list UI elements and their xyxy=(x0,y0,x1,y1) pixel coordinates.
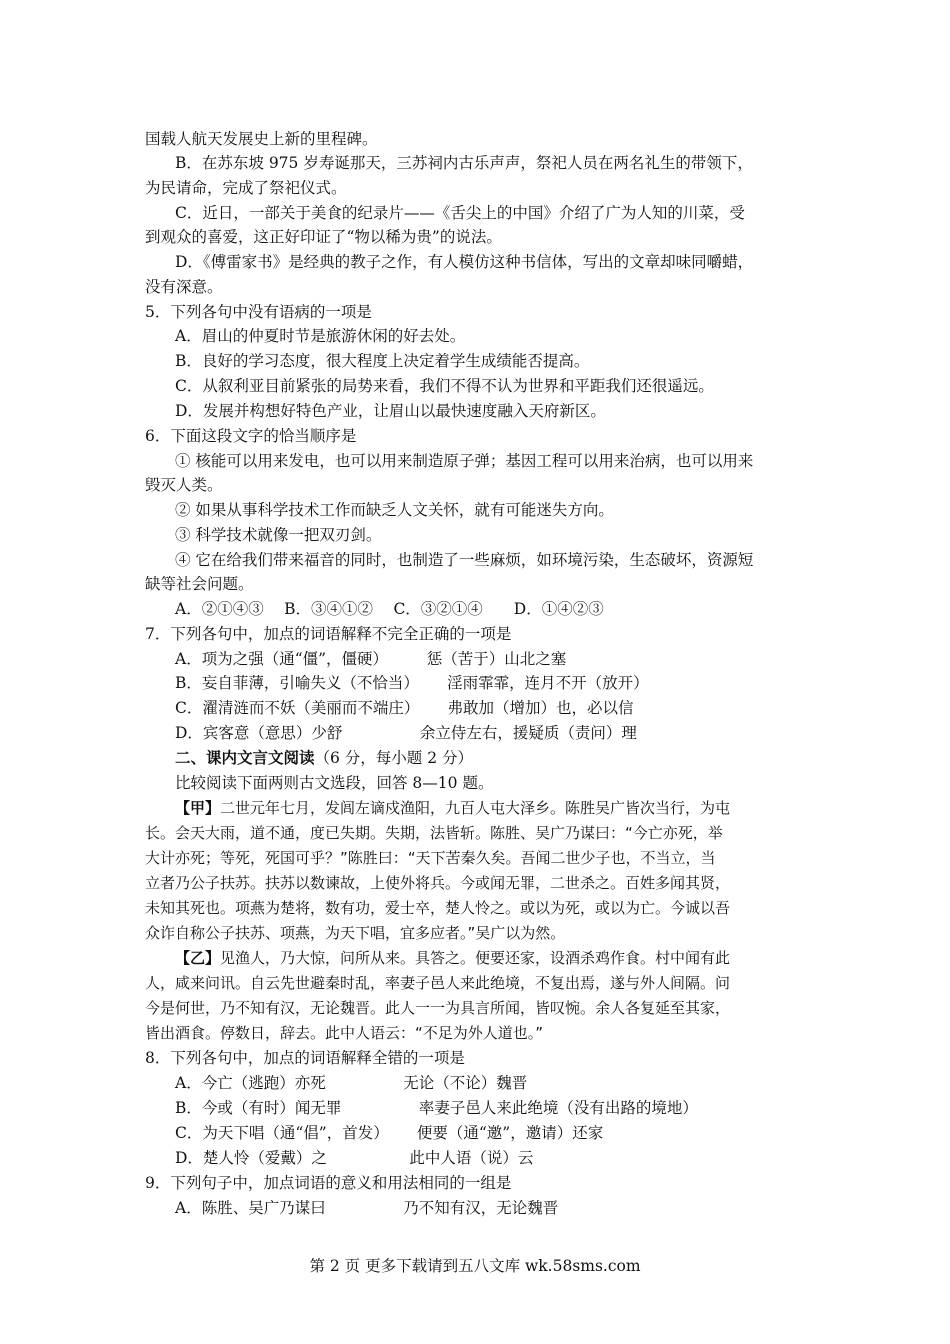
text-line: 长。会天大雨，道不通，度已失期。失期，法皆斩。陈胜、吴广乃谋曰：“今亡亦死，举 xyxy=(145,824,723,842)
text-line: 毁灭人类。 xyxy=(145,476,223,494)
text-line: A．项为之强（通“僵”，僵硬） 惩（苦于）山北之塞 xyxy=(175,650,567,668)
text-line: C．濯清涟而不妖（美丽而不端庄） 弗敢加（增加）也，必以信 xyxy=(175,699,634,717)
text-line: B．今或（有时）闻无罪 率妻子邑人来此绝境（没有出路的境地） xyxy=(175,1099,698,1117)
text-line: 7．下列各句中，加点的词语解释不完全正确的一项是 xyxy=(145,625,512,643)
text-line xyxy=(175,747,473,769)
text-line: D．宾客意（意思）少舒 余立侍左右，援疑质（责问）理 xyxy=(175,724,637,742)
text-line: ④ 它在给我们带来福音的同时，也制造了一些麻烦，如环境污染，生态破坏，资源短 xyxy=(175,551,754,569)
text-line: 众诈自称公子扶苏、项燕，为天下唱，宜多应者。”吴广以为然。 xyxy=(145,924,566,942)
section-heading-note: （6 分，每小题 2 分） xyxy=(314,749,474,767)
text-line: D．发展并构想好特色产业，让眉山以最快速度融入天府新区。 xyxy=(175,402,606,420)
text-line: 国载人航天发展史上新的里程碑。 xyxy=(145,130,378,148)
text-line: ② 如果从事科学技术工作而缺乏人文关怀，就有可能迷失方向。 xyxy=(175,501,614,519)
text-line: A．②①④③ B．③④①② C．③②①④ D．①④②③ xyxy=(175,600,604,618)
text-line: 到观众的喜爱，这正好印证了“物以稀为贵”的说法。 xyxy=(145,228,502,246)
text-line: B．在苏东坡 975 岁寿诞那天，三苏祠内古乐声声，祭祀人员在两名礼生的带领下， xyxy=(175,154,753,172)
text-line: 皆出酒食。停数日，辞去。此中人语云：“不足为外人道也。” xyxy=(145,1024,544,1042)
section-heading: 二、课内文言文阅读 xyxy=(175,748,315,767)
text-line: A．陈胜、吴广乃谋曰 乃不知有汉，无论魏晋 xyxy=(175,1199,559,1217)
text-line: 比较阅读下面两则古文选段，回答 8—10 题。 xyxy=(175,774,494,792)
text-line: A．眉山的仲夏时节是旅游休闲的好去处。 xyxy=(175,327,466,345)
text-line: 8．下列各句中，加点的词语解释全错的一项是 xyxy=(145,1049,465,1067)
text-line xyxy=(175,797,730,819)
text-line: ③ 科学技术就像一把双刃剑。 xyxy=(175,526,382,544)
text-line: D．《傅雷家书》是经典的教子之作，有人模仿这种书信体，写出的文章却味同嚼蜡， xyxy=(175,253,754,271)
text-line: D．楚人怜（爱戴）之 此中人语（说）云 xyxy=(175,1149,534,1167)
passage-text: 二世元年七月，发闾左谪戍渔阳，九百人屯大泽乡。陈胜吴广皆次当行，为屯 xyxy=(220,799,731,817)
passage-label: 【甲】 xyxy=(175,799,221,817)
text-line: 人，咸来问讯。自云先世避秦时乱，率妻子邑人来此绝境，不复出焉，遂与外人间隔。问 xyxy=(145,974,731,992)
text-line: ① 核能可以用来发电，也可以用来制造原子弹；基因工程可以用来治病，也可以用来 xyxy=(175,452,754,470)
text-line: 为民请命，完成了祭祀仪式。 xyxy=(145,179,347,197)
text-line: 5．下列各句中没有语病的一项是 xyxy=(145,303,372,321)
text-line: 缺等社会问题。 xyxy=(145,575,254,593)
text-line: C．近日，一部关于美食的纪录片——《舌尖上的中国》介绍了广为人知的川菜，受 xyxy=(175,204,745,222)
passage-text: 见渔人，乃大惊，问所从来。具答之。便要还家，设酒杀鸡作食。村中闻有此 xyxy=(220,949,731,967)
text-line xyxy=(175,947,730,969)
text-line: C．从叙利亚目前紧张的局势来看，我们不得不认为世界和平距我们还很遥远。 xyxy=(175,377,714,395)
text-line: A．今亡（逃跑）亦死 无论（不论）魏晋 xyxy=(175,1074,528,1092)
text-line: B．妄自菲薄，引喻失义（不恰当） 淫雨霏霏，连月不开（放开） xyxy=(175,674,649,692)
text-line: 6．下面这段文字的恰当顺序是 xyxy=(145,427,357,445)
text-line: 9．下列句子中，加点词语的意义和用法相同的一组是 xyxy=(145,1174,512,1192)
text-line: B．良好的学习态度，很大程度上决定着学生成绩能否提高。 xyxy=(175,352,590,370)
text-line: 立者乃公子扶苏。扶苏以数谏故，上使外将兵。今或闻无罪，二世杀之。百姓多闻其贤， xyxy=(145,874,731,892)
text-line: 今是何世，乃不知有汉，无论魏晋。此人一一为具言所闻，皆叹惋。余人各复延至其家， xyxy=(145,999,731,1017)
passage-label: 【乙】 xyxy=(175,949,221,967)
text-line: 大计亦死；等死，死国可乎？”陈胜曰：“天下苦秦久矣。吾闻二世少子也，不当立，当 xyxy=(145,849,716,867)
text-line: 没有深意。 xyxy=(145,278,223,296)
page-footer: 第 2 页 更多下载请到五八文库 wk.58sms.com xyxy=(309,1257,641,1275)
text-line: C．为天下唱（通“倡”，首发） 便要（通“邀”，邀请）还家 xyxy=(175,1124,604,1142)
text-line: 未知其死也。项燕为楚将，数有功，爱士卒，楚人怜之。或以为死，或以为亡。今诚以吾 xyxy=(145,899,731,917)
